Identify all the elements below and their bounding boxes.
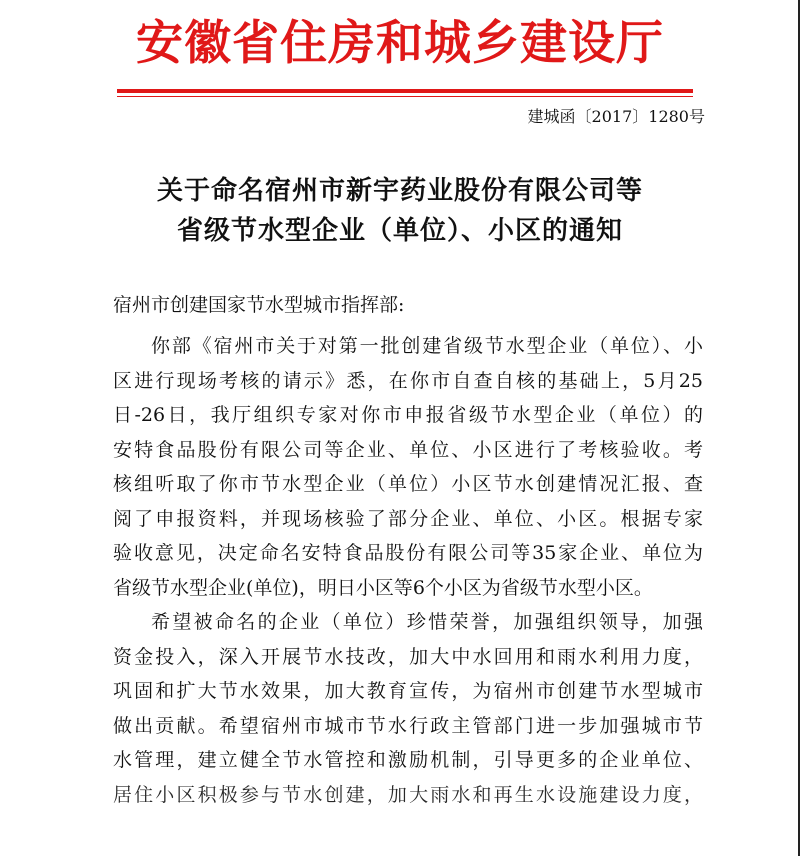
addressee: 宿州市创建国家节水型城市指挥部:	[113, 294, 405, 316]
letterhead-rule-thick	[117, 89, 693, 93]
body-line: 巩固和扩大节水效果，加大教育宣传，为宿州市创建节水型城市	[113, 680, 703, 702]
body-line: 你部《宿州市关于对第一批创建省级节水型企业（单位）、小	[151, 335, 703, 357]
body-line: 安特食品股份有限公司等企业、单位、小区进行了考核验收。考	[113, 438, 703, 461]
letterhead-rule-thin	[117, 96, 693, 97]
body-line: 做出贡献。希望宿州市城市节水行政主管部门进一步加强城市节	[113, 714, 703, 737]
body-line: 省级节水型企业(单位)，明日小区等6个小区为省级节水型小区。	[113, 576, 653, 599]
body-line: 希望被命名的企业（单位）珍惜荣誉，加强组织领导，加强	[151, 611, 703, 633]
letterhead-title: 安徽省住房和城乡建设厅	[136, 16, 664, 71]
body-line: 核组听取了你市节水型企业（单位）小区节水创建情况汇报、查	[113, 473, 703, 495]
notice-title-line-1: 关于命名宿州市新宇药业股份有限公司等	[156, 176, 643, 206]
document-number: 建城函〔2017〕1280号	[527, 107, 705, 126]
body-line: 资金投入，深入开展节水技改，加大中水回用和雨水利用力度，	[113, 645, 703, 668]
notice-title-line-2: 省级节水型企业（单位）、小区的通知	[176, 216, 623, 246]
body-line: 水管理，建立健全节水管控和激励机制，引导更多的企业单位、	[113, 749, 703, 771]
notice-body	[113, 329, 703, 812]
body-line: 阅了申报资料，并现场核验了部分企业、单位、小区。根据专家	[113, 507, 703, 530]
body-line: 日-26日，我厅组织专家对你市申报省级节水型企业（单位）的	[113, 404, 703, 426]
body-line: 居住小区积极参与节水创建，加大雨水和再生水设施建设力度，	[113, 783, 703, 806]
body-line: 验收意见，决定命名安特食品股份有限公司等35家企业、单位为	[113, 542, 703, 564]
body-line: 区进行现场考核的请示》悉，在你市自查自核的基础上，5月25	[113, 369, 703, 392]
